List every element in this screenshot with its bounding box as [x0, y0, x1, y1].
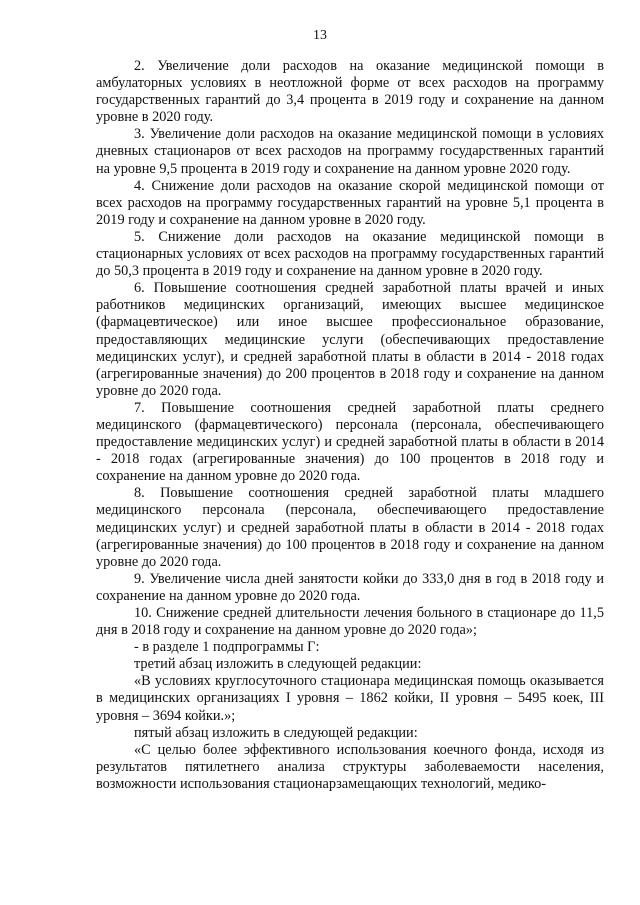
page-number: 13 [313, 28, 327, 43]
paragraph-section-ref: - в разделе 1 подпрограммы Г: [134, 639, 320, 656]
paragraph-item-3: 3. Увеличение доли расходов на оказание медицинской помощи в условиях дневных стационаров от всех расходов на программу государственных гарантий на уровне 9,5 процента в 2019 году и сохранение на данном уровне 2020 году. [96, 126, 604, 177]
paragraph-item-2: 2. Увеличение доли расходов на оказание медицинской помощи в амбулаторных условиях в неотложной форме от всех расходов на программу государственных гарантий до 3,4 процента в 2019 году и сохранение на данном уровне в 2020 году. [96, 58, 604, 126]
paragraph-third-abzac-text: «В условиях круглосуточного стационара медицинская помощь оказывается в медицинских организациях I уровня – 1862 койки, II уровня – 5495 коек, III уровня – 3694 койки.»; [96, 673, 604, 724]
document-body [96, 58, 604, 793]
paragraph-item-8: 8. Повышение соотношения средней заработной платы младшего медицинского персонала (персонала, обеспечивающего предоставление медицинских услуг) и средней заработной платы в области в 2014 - 2018 годах (агрегированные значения) до 100 процентов в 2018 году и сохранение на данном уровне до 2020 года. [96, 485, 604, 570]
paragraph-item-4: 4. Снижение доли расходов на оказание скорой медицинской помощи от всех расходов на программу государственных гарантий на уровне 5,1 процента в 2019 году и сохранение на данном уровне в 2020 году. [96, 177, 604, 228]
paragraph-item-7: 7. Повышение соотношения средней заработной платы среднего медицинского (фармацевтического) персонала (персонала, обеспечивающего предоставление медицинских услуг) и средней заработной платы в области в 2014 - 2018 годах (агрегированные значения) до 100 процентов в 2018 году и сохранение на данном уровне до 2020 года. [96, 399, 604, 485]
paragraph-fifth-abzac-text: «С целью более эффективного использования коечного фонда, исходя из результатов пятилетнего анализа структуры заболеваемости населения, возможности использования стационарзамещающих технологий, медико- [96, 741, 604, 792]
paragraph-item-6: 6. Повышение соотношения средней заработной платы врачей и иных работников медицинских организаций, имеющих высшее медицинское (фармацевтическое) или иное высшее профессиональное образование, предоставляющих медицинские услуги (обеспечивающих предоставление медицинских услуг), и средней заработной платы в области в 2014 - 2018 годах (агрегированные значения) до 200 процентов в 2018 году и сохранение на данном уровне до 2020 года. [96, 280, 604, 399]
paragraph-third-abzac-intro: третий абзац изложить в следующей редакции: [134, 656, 422, 673]
paragraph-item-10: 10. Снижение средней длительности лечения больного в стационаре до 11,5 дня в 2018 году и сохранение на данном уровне до 2020 года»; [96, 605, 604, 639]
paragraph-item-5: 5. Снижение доли расходов на оказание медицинской помощи в стационарных условиях от всех расходов на программу государственных гарантий до 50,3 процента в 2019 году и сохранение на данном уровне в 2020 году. [96, 228, 604, 280]
paragraph-item-9: 9. Увеличение числа дней занятости койки до 333,0 дня в год в 2018 году и сохранение на данном уровне до 2020 года. [96, 570, 604, 604]
paragraph-fifth-abzac-intro: пятый абзац изложить в следующей редакции: [134, 724, 418, 741]
